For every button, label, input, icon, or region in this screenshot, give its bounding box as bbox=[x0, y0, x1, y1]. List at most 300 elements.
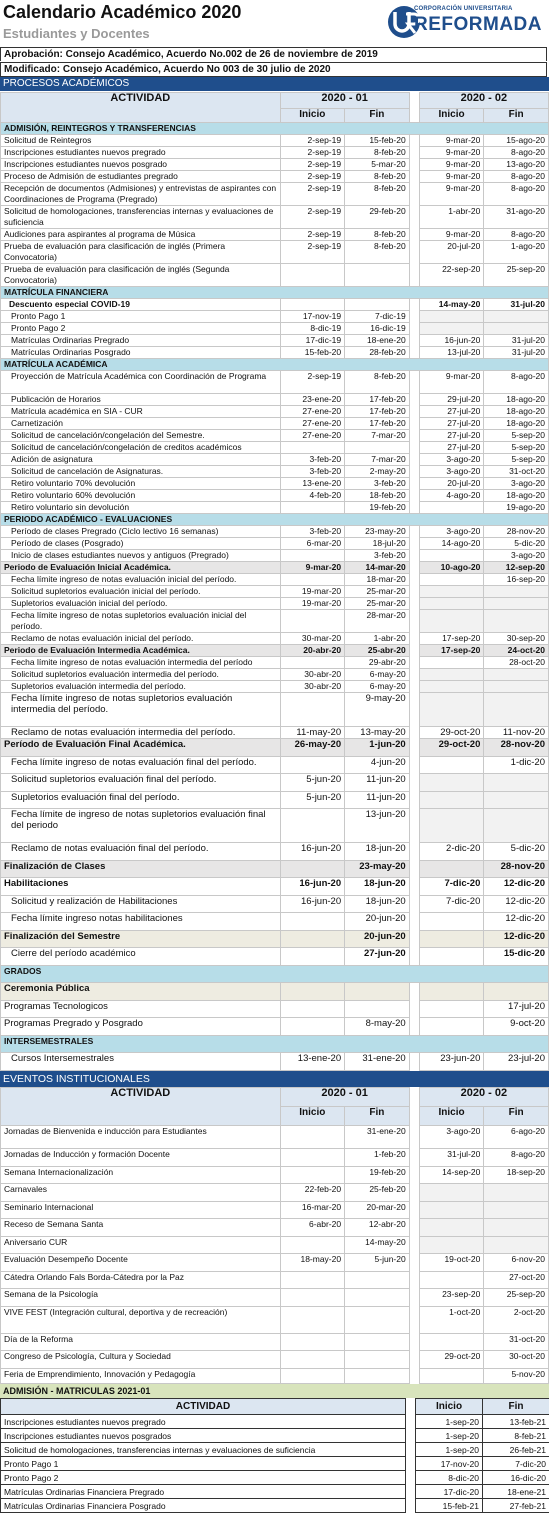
end-date-cell: 9-oct-20 bbox=[484, 1018, 549, 1036]
table-row bbox=[1, 359, 549, 371]
start-date-cell: 1-oct-20 bbox=[419, 1306, 484, 1333]
table-row bbox=[1, 1149, 549, 1167]
end-date-cell bbox=[345, 1000, 410, 1018]
start-date-cell: 3-ago-20 bbox=[419, 526, 484, 538]
start-date-cell: 4-ago-20 bbox=[419, 490, 484, 502]
table-row bbox=[1, 394, 549, 406]
table-row bbox=[1, 206, 549, 229]
end-date-cell: 18-jun-20 bbox=[345, 878, 410, 896]
column-gap bbox=[409, 774, 419, 792]
start-date-cell bbox=[280, 1351, 345, 1369]
end-date-cell: 12-dic-20 bbox=[484, 878, 549, 896]
end-date-cell bbox=[484, 1236, 549, 1254]
col-header-inicio: Inicio bbox=[280, 109, 345, 123]
start-date-cell: 2-sep-19 bbox=[280, 159, 345, 171]
column-gap bbox=[409, 371, 419, 394]
start-date-cell bbox=[419, 948, 484, 966]
end-date-cell: 25-abr-20 bbox=[345, 645, 410, 657]
activity-cell: Finalización del Semestre bbox=[1, 930, 281, 948]
end-date-cell: 8-feb-20 bbox=[345, 147, 410, 159]
column-gap bbox=[406, 1429, 416, 1443]
start-date-cell: 30-abr-20 bbox=[280, 669, 345, 681]
start-date-cell: 13-jul-20 bbox=[419, 347, 484, 359]
column-gap bbox=[409, 843, 419, 861]
table-row bbox=[1, 756, 549, 774]
start-date-cell bbox=[280, 1306, 345, 1333]
end-date-cell: 12-dic-20 bbox=[484, 930, 549, 948]
start-date-cell bbox=[280, 550, 345, 562]
activity-cell: Matrículas Ordinarias Financiera Posgrado bbox=[1, 1499, 406, 1513]
activity-cell: Finalización de Clases bbox=[1, 860, 281, 878]
end-date-cell: 31-ene-20 bbox=[345, 1126, 410, 1149]
start-date-cell: 1-sep-20 bbox=[416, 1443, 483, 1457]
activity-cell: Descuento especial COVID-19 bbox=[1, 299, 281, 311]
start-date-cell: 1-abr-20 bbox=[419, 206, 484, 229]
column-gap bbox=[409, 229, 419, 241]
end-date-cell bbox=[345, 1306, 410, 1333]
start-date-cell: 2-sep-19 bbox=[280, 135, 345, 147]
column-gap bbox=[409, 406, 419, 418]
start-date-cell bbox=[419, 930, 484, 948]
table-row bbox=[1, 478, 549, 490]
column-gap bbox=[409, 466, 419, 478]
start-date-cell bbox=[280, 1000, 345, 1018]
start-date-cell: 29-jul-20 bbox=[419, 394, 484, 406]
page-subtitle: Estudiantes y Docentes bbox=[3, 26, 150, 41]
page-title: Calendario Académico 2020 bbox=[3, 2, 242, 22]
column-gap bbox=[406, 1485, 416, 1499]
column-gap bbox=[409, 1236, 419, 1254]
table-row bbox=[1, 1219, 549, 1237]
table-row bbox=[1, 774, 549, 792]
end-date-cell: 8-ago-20 bbox=[484, 371, 549, 394]
column-gap bbox=[409, 264, 419, 287]
section-heading: INTERSEMESTRALES bbox=[1, 1035, 549, 1053]
activity-cell: Inscripciones estudiantes nuevos pregrado bbox=[1, 147, 281, 159]
column-gap bbox=[409, 502, 419, 514]
column-gap bbox=[409, 478, 419, 490]
start-date-cell: 30-abr-20 bbox=[280, 681, 345, 693]
activity-cell: Semana de la Psicología bbox=[1, 1289, 281, 1307]
end-date-cell: 9-may-20 bbox=[345, 693, 410, 727]
end-date-cell bbox=[484, 809, 549, 843]
table-row bbox=[1, 526, 549, 538]
column-gap bbox=[409, 948, 419, 966]
table-row bbox=[1, 1000, 549, 1018]
end-date-cell: 5-dic-20 bbox=[484, 538, 549, 550]
activity-cell: Publicación de Horarios bbox=[1, 394, 281, 406]
table-row bbox=[1, 287, 549, 299]
start-date-cell: 14-may-20 bbox=[419, 299, 484, 311]
table-row bbox=[1, 147, 549, 159]
activity-cell: Matrículas Ordinarias Pregrado bbox=[1, 335, 281, 347]
start-date-cell: 27-jul-20 bbox=[419, 406, 484, 418]
table-row bbox=[1, 264, 549, 287]
table-row bbox=[1, 574, 549, 586]
start-date-cell bbox=[280, 1271, 345, 1289]
end-date-cell: 18-feb-20 bbox=[345, 490, 410, 502]
start-date-cell: 14-sep-20 bbox=[419, 1166, 484, 1184]
start-date-cell: 3-ago-20 bbox=[419, 1126, 484, 1149]
start-date-cell: 4-feb-20 bbox=[280, 490, 345, 502]
start-date-cell: 23-jun-20 bbox=[419, 1053, 484, 1071]
table-row bbox=[1, 183, 549, 206]
activity-cell: Proyección de Matrícula Académica con Coordinación de Programa bbox=[1, 371, 281, 394]
end-date-cell: 17-feb-20 bbox=[345, 418, 410, 430]
end-date-cell: 25-mar-20 bbox=[345, 598, 410, 610]
end-date-cell bbox=[484, 983, 549, 1001]
end-date-cell: 28-nov-20 bbox=[484, 860, 549, 878]
start-date-cell bbox=[280, 442, 345, 454]
start-date-cell: 7-dic-20 bbox=[419, 878, 484, 896]
table-row bbox=[1, 490, 549, 502]
admision-2021-table bbox=[0, 1398, 549, 1513]
start-date-cell bbox=[419, 1201, 484, 1219]
table-row bbox=[1, 323, 549, 335]
start-date-cell: 20-jul-20 bbox=[419, 478, 484, 490]
column-gap bbox=[409, 586, 419, 598]
table-row bbox=[1, 1415, 549, 1429]
end-date-cell: 5-dic-20 bbox=[484, 843, 549, 861]
start-date-cell bbox=[419, 574, 484, 586]
activity-cell: Fecha límite de ingreso de notas supletorios evaluación final del periodo bbox=[1, 809, 281, 843]
start-date-cell: 16-jun-20 bbox=[419, 335, 484, 347]
start-date-cell: 2-sep-19 bbox=[280, 229, 345, 241]
end-date-cell: 15-dic-20 bbox=[484, 948, 549, 966]
activity-cell: Retiro voluntario sin devolución bbox=[1, 502, 281, 514]
start-date-cell bbox=[419, 1184, 484, 1202]
table-row bbox=[1, 610, 549, 633]
col-header-fin: Fin bbox=[484, 109, 549, 123]
table-row bbox=[1, 123, 549, 135]
end-date-cell: 18-jun-20 bbox=[345, 895, 410, 913]
column-gap bbox=[409, 299, 419, 311]
end-date-cell: 23-may-20 bbox=[345, 860, 410, 878]
start-date-cell: 2-sep-19 bbox=[280, 171, 345, 183]
start-date-cell: 27-jul-20 bbox=[419, 442, 484, 454]
start-date-cell: 29-oct-20 bbox=[419, 727, 484, 739]
table-row bbox=[1, 418, 549, 430]
table-row bbox=[1, 645, 549, 657]
column-gap bbox=[409, 159, 419, 171]
start-date-cell: 5-jun-20 bbox=[280, 791, 345, 809]
end-date-cell bbox=[345, 1333, 410, 1351]
activity-cell: Matrícula académica en SIA - CUR bbox=[1, 406, 281, 418]
activity-cell: Habilitaciones bbox=[1, 878, 281, 896]
table-row bbox=[1, 930, 549, 948]
table-row bbox=[1, 538, 549, 550]
start-date-cell bbox=[280, 610, 345, 633]
column-gap bbox=[409, 895, 419, 913]
end-date-cell: 12-dic-20 bbox=[484, 895, 549, 913]
start-date-cell bbox=[280, 756, 345, 774]
column-gap bbox=[406, 1457, 416, 1471]
start-date-cell: 3-ago-20 bbox=[419, 466, 484, 478]
table-row bbox=[1, 311, 549, 323]
start-date-cell bbox=[419, 756, 484, 774]
end-date-cell bbox=[345, 442, 410, 454]
end-date-cell: 18-jul-20 bbox=[345, 538, 410, 550]
table-row bbox=[1, 562, 549, 574]
end-date-cell: 17-feb-20 bbox=[345, 406, 410, 418]
table-row bbox=[1, 1184, 549, 1202]
start-date-cell: 18-may-20 bbox=[280, 1254, 345, 1272]
column-gap bbox=[406, 1471, 416, 1485]
activity-cell: Ceremonia Pública bbox=[1, 983, 281, 1001]
start-date-cell bbox=[280, 1368, 345, 1383]
end-date-cell: 2-oct-20 bbox=[484, 1306, 549, 1333]
activity-cell: Feria de Emprendimiento, Innovación y Pedagogía bbox=[1, 1368, 281, 1383]
activity-cell: Solicitud de homologaciones, transferencias internas y evaluaciones de suficiencia bbox=[1, 1443, 406, 1457]
activity-cell: Pronto Pago 2 bbox=[1, 1471, 406, 1485]
activity-cell: Solicitud supletorios evaluación final del período. bbox=[1, 774, 281, 792]
start-date-cell bbox=[419, 774, 484, 792]
end-date-cell: 8-feb-20 bbox=[345, 183, 410, 206]
activity-cell: Seminario Internacional bbox=[1, 1201, 281, 1219]
start-date-cell: 7-dic-20 bbox=[419, 895, 484, 913]
table-row bbox=[1, 1443, 549, 1457]
activity-cell: Inicio de clases estudiantes nuevos y antiguos (Pregrado) bbox=[1, 550, 281, 562]
column-gap bbox=[409, 913, 419, 931]
start-date-cell bbox=[419, 983, 484, 1001]
table-row bbox=[1, 1166, 549, 1184]
start-date-cell: 10-ago-20 bbox=[419, 562, 484, 574]
table-row bbox=[1, 860, 549, 878]
end-date-cell: 1-dic-20 bbox=[484, 756, 549, 774]
activity-cell: Carnetización bbox=[1, 418, 281, 430]
activity-cell: Cátedra Orlando Fals Borda-Cátedra por la Paz bbox=[1, 1271, 281, 1289]
column-gap bbox=[409, 1368, 419, 1383]
end-date-cell bbox=[345, 1289, 410, 1307]
end-date-cell: 1-ago-20 bbox=[484, 241, 549, 264]
table-row bbox=[1, 502, 549, 514]
end-date-cell: 23-may-20 bbox=[345, 526, 410, 538]
start-date-cell bbox=[419, 1271, 484, 1289]
start-date-cell: 16-jun-20 bbox=[280, 878, 345, 896]
col-header-inicio: Inicio bbox=[416, 1399, 483, 1415]
start-date-cell: 2-sep-19 bbox=[280, 241, 345, 264]
start-date-cell bbox=[419, 1333, 484, 1351]
start-date-cell bbox=[419, 311, 484, 323]
activity-cell: Supletorios evaluación final del período. bbox=[1, 791, 281, 809]
table-row bbox=[1, 1333, 549, 1351]
end-date-cell: 20-jun-20 bbox=[345, 913, 410, 931]
end-date-cell: 28-mar-20 bbox=[345, 610, 410, 633]
start-date-cell bbox=[419, 693, 484, 727]
end-date-cell: 20-jun-20 bbox=[345, 930, 410, 948]
start-date-cell: 22-feb-20 bbox=[280, 1184, 345, 1202]
end-date-cell: 8-may-20 bbox=[345, 1018, 410, 1036]
end-date-cell bbox=[345, 1351, 410, 1369]
end-date-cell: 18-ago-20 bbox=[484, 394, 549, 406]
end-date-cell: 31-jul-20 bbox=[484, 335, 549, 347]
start-date-cell: 16-mar-20 bbox=[280, 1201, 345, 1219]
activity-cell: Aniversario CUR bbox=[1, 1236, 281, 1254]
activity-cell: Jornadas de Bienvenida e inducción para Estudiantes bbox=[1, 1126, 281, 1149]
activity-cell: Matrículas Ordinarias Financiera Pregrado bbox=[1, 1485, 406, 1499]
end-date-cell bbox=[484, 311, 549, 323]
table-row bbox=[1, 454, 549, 466]
activity-cell: Inscripciones estudiantes nuevos posgrados bbox=[1, 1429, 406, 1443]
end-date-cell: 14-mar-20 bbox=[345, 562, 410, 574]
column-gap bbox=[409, 147, 419, 159]
activity-cell: Cursos Intersemestrales bbox=[1, 1053, 281, 1071]
table-row bbox=[1, 965, 549, 983]
col-header-activity: ACTIVIDAD bbox=[1, 1399, 406, 1415]
end-date-cell: 31-oct-20 bbox=[484, 1333, 549, 1351]
end-date-cell: 7-mar-20 bbox=[345, 430, 410, 442]
col-header-2020-02: 2020 - 02 bbox=[419, 1088, 548, 1107]
end-date-cell: 25-sep-20 bbox=[484, 1289, 549, 1307]
end-date-cell: 13-feb-21 bbox=[483, 1415, 549, 1429]
table-row bbox=[1, 430, 549, 442]
activity-cell: Adición de asignatura bbox=[1, 454, 281, 466]
end-date-cell: 27-feb-21 bbox=[483, 1499, 549, 1513]
start-date-cell: 27-ene-20 bbox=[280, 406, 345, 418]
column-gap bbox=[409, 693, 419, 727]
start-date-cell: 29-oct-20 bbox=[419, 1351, 484, 1369]
activity-cell: Solicitud de homologaciones, transferencias internas y evaluaciones de suficiencia bbox=[1, 206, 281, 229]
end-date-cell bbox=[484, 693, 549, 727]
column-gap bbox=[409, 1201, 419, 1219]
section-bar-admision-2021: ADMISIÓN - MATRICULAS 2021-01 bbox=[0, 1384, 549, 1398]
start-date-cell bbox=[419, 860, 484, 878]
start-date-cell: 23-ene-20 bbox=[280, 394, 345, 406]
activity-cell: Jornadas de Inducción y formación Docente bbox=[1, 1149, 281, 1167]
end-date-cell: 8-feb-20 bbox=[345, 241, 410, 264]
table-row bbox=[1, 843, 549, 861]
table-row bbox=[1, 371, 549, 394]
end-date-cell: 19-feb-20 bbox=[345, 502, 410, 514]
col-header-activity: ACTIVIDAD bbox=[1, 93, 281, 123]
table-row bbox=[1, 1368, 549, 1383]
column-gap bbox=[409, 550, 419, 562]
start-date-cell: 16-jun-20 bbox=[280, 843, 345, 861]
end-date-cell: 13-ago-20 bbox=[484, 159, 549, 171]
col-header-2020-01: 2020 - 01 bbox=[280, 1088, 409, 1107]
start-date-cell bbox=[419, 809, 484, 843]
end-date-cell: 18-ago-20 bbox=[484, 418, 549, 430]
column-gap bbox=[409, 1184, 419, 1202]
column-gap bbox=[409, 1053, 419, 1071]
column-gap bbox=[409, 739, 419, 757]
end-date-cell bbox=[484, 774, 549, 792]
table-row bbox=[1, 1126, 549, 1149]
activity-cell: Recepción de documentos (Admisiones) y entrevistas de aspirantes con Coordinaciones de Programa (Pregrado) bbox=[1, 183, 281, 206]
start-date-cell: 2-sep-19 bbox=[280, 371, 345, 394]
activity-cell: Fecha límite ingreso de notas evaluación inicial del período. bbox=[1, 574, 281, 586]
start-date-cell: 13-ene-20 bbox=[280, 478, 345, 490]
start-date-cell: 19-mar-20 bbox=[280, 598, 345, 610]
table-row bbox=[1, 1485, 549, 1499]
end-date-cell: 3-feb-20 bbox=[345, 478, 410, 490]
column-gap bbox=[409, 93, 419, 123]
column-gap bbox=[409, 930, 419, 948]
end-date-cell: 31-ago-20 bbox=[484, 206, 549, 229]
start-date-cell: 2-dic-20 bbox=[419, 843, 484, 861]
table-row bbox=[1, 878, 549, 896]
start-date-cell bbox=[280, 1018, 345, 1036]
end-date-cell: 5-sep-20 bbox=[484, 454, 549, 466]
end-date-cell: 12-sep-20 bbox=[484, 562, 549, 574]
column-gap bbox=[409, 418, 419, 430]
activity-cell: Programas Pregrado y Posgrado bbox=[1, 1018, 281, 1036]
end-date-cell bbox=[345, 1271, 410, 1289]
start-date-cell bbox=[280, 693, 345, 727]
start-date-cell: 17-dic-20 bbox=[416, 1485, 483, 1499]
start-date-cell bbox=[280, 930, 345, 948]
column-gap bbox=[409, 860, 419, 878]
column-gap bbox=[409, 1149, 419, 1167]
start-date-cell bbox=[280, 948, 345, 966]
col-header-2020-01: 2020 - 01 bbox=[280, 93, 409, 109]
end-date-cell: 31-oct-20 bbox=[484, 466, 549, 478]
column-gap bbox=[409, 538, 419, 550]
start-date-cell: 1-sep-20 bbox=[416, 1415, 483, 1429]
end-date-cell: 16-dic-19 bbox=[345, 323, 410, 335]
end-date-cell: 6-nov-20 bbox=[484, 1254, 549, 1272]
start-date-cell: 27-jul-20 bbox=[419, 418, 484, 430]
column-gap bbox=[406, 1499, 416, 1513]
start-date-cell: 30-mar-20 bbox=[280, 633, 345, 645]
start-date-cell bbox=[280, 1289, 345, 1307]
end-date-cell: 15-feb-20 bbox=[345, 135, 410, 147]
end-date-cell: 11-nov-20 bbox=[484, 727, 549, 739]
activity-cell: Audiciones para aspirantes al programa de Música bbox=[1, 229, 281, 241]
end-date-cell: 31-ene-20 bbox=[345, 1053, 410, 1071]
start-date-cell bbox=[280, 502, 345, 514]
table-row bbox=[1, 1457, 549, 1471]
start-date-cell bbox=[419, 1236, 484, 1254]
end-date-cell: 3-ago-20 bbox=[484, 478, 549, 490]
column-gap bbox=[409, 983, 419, 1001]
end-date-cell: 3-feb-20 bbox=[345, 550, 410, 562]
end-date-cell: 6-may-20 bbox=[345, 669, 410, 681]
table-row bbox=[1, 1499, 549, 1513]
end-date-cell: 1-jun-20 bbox=[345, 739, 410, 757]
column-gap bbox=[409, 598, 419, 610]
activity-cell: Reclamo de notas evaluación final del período. bbox=[1, 843, 281, 861]
col-header-inicio: Inicio bbox=[419, 109, 484, 123]
column-gap bbox=[409, 1088, 419, 1126]
start-date-cell bbox=[280, 299, 345, 311]
document-header bbox=[0, 0, 549, 46]
end-date-cell: 8-ago-20 bbox=[484, 147, 549, 159]
start-date-cell: 9-mar-20 bbox=[419, 135, 484, 147]
table-row bbox=[1, 948, 549, 966]
table-row bbox=[1, 1035, 549, 1053]
end-date-cell: 8-ago-20 bbox=[484, 171, 549, 183]
table-row bbox=[1, 229, 549, 241]
start-date-cell: 17-nov-20 bbox=[416, 1457, 483, 1471]
end-date-cell: 28-nov-20 bbox=[484, 526, 549, 538]
start-date-cell bbox=[280, 860, 345, 878]
end-date-cell: 3-ago-20 bbox=[484, 550, 549, 562]
logo-caption: CORPORACIÓN UNIVERSITARIA bbox=[414, 6, 513, 12]
end-date-cell: 5-sep-20 bbox=[484, 442, 549, 454]
start-date-cell bbox=[280, 264, 345, 287]
start-date-cell: 11-may-20 bbox=[280, 727, 345, 739]
column-gap bbox=[409, 1166, 419, 1184]
start-date-cell: 8-dic-20 bbox=[416, 1471, 483, 1485]
column-gap bbox=[409, 526, 419, 538]
end-date-cell: 5-sep-20 bbox=[484, 430, 549, 442]
activity-cell: Proceso de Admisión de estudiantes pregrado bbox=[1, 171, 281, 183]
start-date-cell: 29-oct-20 bbox=[419, 739, 484, 757]
end-date-cell: 5-mar-20 bbox=[345, 159, 410, 171]
table-row bbox=[1, 135, 549, 147]
table-row bbox=[1, 550, 549, 562]
